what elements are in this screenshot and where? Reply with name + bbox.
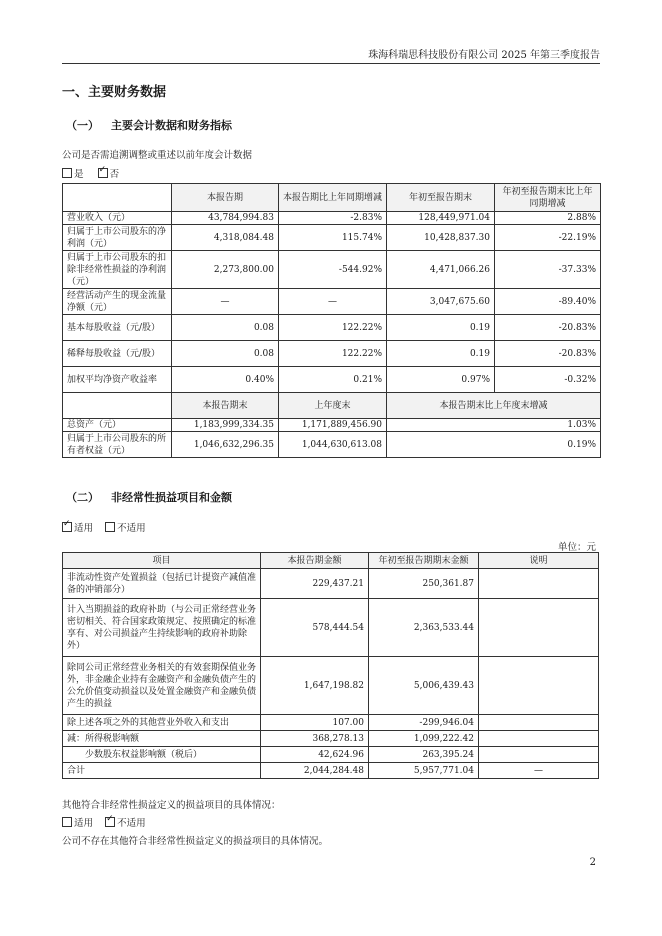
row-label: 营业收入（元） (63, 212, 172, 225)
non-recurring-items-table (62, 552, 599, 779)
subsection-title: 非经常性损益项目和金额 (111, 491, 232, 504)
cell-value: -20.83% (495, 315, 601, 341)
other-items-note: 其他符合非经常性损益定义的损益项目的具体情况： (62, 800, 281, 811)
header-cell: 本报告期 (172, 184, 279, 212)
cell-value: 43,784,994.83 (172, 212, 279, 225)
subsection-heading-1 (66, 117, 232, 133)
cell-value: -20.83% (495, 341, 601, 367)
table-row (63, 419, 601, 432)
table-row (63, 225, 601, 251)
cell-value: 5,957,771.04 (369, 763, 479, 779)
cell-value: 1,044,630,613.08 (279, 432, 387, 458)
cell-note (479, 715, 599, 731)
cell-value: 122.22% (279, 341, 387, 367)
table-row (63, 289, 601, 315)
applicable-options-2 (62, 815, 146, 829)
cell-value: 0.19 (387, 315, 495, 341)
option-applicable-label: 适用 (74, 818, 94, 829)
cell-value: 5,006,439.43 (369, 657, 479, 715)
option-not-applicable-label: 不适用 (117, 523, 146, 534)
restate-options (62, 166, 119, 180)
row-label: 总资产（元） (63, 419, 172, 432)
cell-note (479, 747, 599, 763)
cell-value: 115.74% (279, 225, 387, 251)
row-label: 计入当期损益的政府补助（与公司正常经营业务密切相关、符合国家政策规定、按照确定的标准享有、对公司损益产生持续影响的政府补助除外） (63, 599, 261, 657)
cell-value: -2.83% (279, 212, 387, 225)
header-cell: 项目 (63, 553, 261, 569)
table-subheader-row (63, 393, 601, 419)
table-row (63, 251, 601, 289)
cell-value: 4,471,066.26 (387, 251, 495, 289)
subsection-number: （一） (66, 119, 99, 132)
option-not-applicable-label: 不适用 (117, 818, 146, 829)
checkbox-applicable-icon (62, 817, 72, 827)
header-cell: 上年度末 (279, 393, 387, 419)
financial-data-table (62, 183, 601, 458)
cell-value: 1,647,198.82 (261, 657, 369, 715)
row-label: 合计 (63, 763, 261, 779)
subsection-heading-2 (66, 489, 232, 505)
cell-value: — (172, 289, 279, 315)
table-row (63, 657, 599, 715)
running-header: 珠海科瑞思科技股份有限公司 2025 年第三季度报告 (368, 50, 600, 61)
cell-value: 1,046,632,296.35 (172, 432, 279, 458)
cell-value: 2.88% (495, 212, 601, 225)
row-label: 少数股东权益影响额（税后） (63, 747, 261, 763)
cell-value: 229,437.21 (261, 569, 369, 599)
table-row (63, 432, 601, 458)
header-cell: 本报告期末 (172, 393, 279, 419)
table-row (63, 341, 601, 367)
header-cell: 年初至报告期期末金额 (369, 553, 479, 569)
cell-value: 0.08 (172, 341, 279, 367)
cell-value: 263,395.24 (369, 747, 479, 763)
cell-note (479, 569, 599, 599)
cell-note (479, 657, 599, 715)
restate-question: 公司是否需追溯调整或重述以前年度会计数据 (62, 150, 253, 161)
header-cell: 年初至报告期末比上年同期增减 (495, 184, 601, 212)
cell-value: 128,449,971.04 (387, 212, 495, 225)
table-total-row (63, 763, 599, 779)
cell-value: 4,318,084.48 (172, 225, 279, 251)
row-label: 除上述各项之外的其他营业外收入和支出 (63, 715, 261, 731)
cell-value: — (279, 289, 387, 315)
checkbox-yes-icon (62, 168, 72, 178)
row-label: 加权平均净资产收益率 (63, 367, 172, 393)
header-cell: 本报告期比上年同期增减 (279, 184, 387, 212)
header-cell: 本报告期末比上年度末增减 (387, 393, 601, 419)
cell-value: 2,363,533.44 (369, 599, 479, 657)
table-header-row (63, 184, 601, 212)
row-label: 归属于上市公司股东的净利润（元） (63, 225, 172, 251)
cell-value: 122.22% (279, 315, 387, 341)
cell-value: 2,273,800.00 (172, 251, 279, 289)
cell-value: 0.21% (279, 367, 387, 393)
cell-value: -0.32% (495, 367, 601, 393)
cell-value: 1,099,222.42 (369, 731, 479, 747)
checkbox-not-applicable-icon (105, 522, 115, 532)
cell-value: 42,624.96 (261, 747, 369, 763)
header-corner (63, 393, 172, 419)
table-row (63, 599, 599, 657)
table-row (63, 731, 599, 747)
cell-value: 0.97% (387, 367, 495, 393)
option-yes-label: 是 (74, 169, 84, 180)
row-label: 基本每股收益（元/股） (63, 315, 172, 341)
cell-value: -22.19% (495, 225, 601, 251)
cell-value: 0.08 (172, 315, 279, 341)
cell-value: -299,946.04 (369, 715, 479, 731)
header-corner (63, 184, 172, 212)
table-header-row (63, 553, 599, 569)
option-no-label: 否 (109, 169, 120, 180)
page-number: 2 (589, 857, 596, 868)
row-label: 归属于上市公司股东的所有者权益（元） (63, 432, 172, 458)
table-row (63, 212, 601, 225)
cell-value: 0.19% (387, 432, 601, 458)
cell-value: -544.92% (279, 251, 387, 289)
checkbox-not-applicable-checked-icon (105, 817, 115, 827)
cell-value: 107.00 (261, 715, 369, 731)
subsection-title: 主要会计数据和财务指标 (111, 119, 232, 132)
cell-value: 2,044,284.48 (261, 763, 369, 779)
section-title: 一、主要财务数据 (62, 85, 167, 100)
table-row (63, 569, 599, 599)
cell-value: 1.03% (387, 419, 601, 432)
cell-value: 578,444.54 (261, 599, 369, 657)
cell-note (479, 731, 599, 747)
row-label: 除同公司正常经营业务相关的有效套期保值业务外，非金融企业持有金融资产和金融负债产生的公允价值变动损益以及处置金融资产和金融负债产生的损益 (63, 657, 261, 715)
cell-value: 0.40% (172, 367, 279, 393)
header-cell: 本报告期金额 (261, 553, 369, 569)
cell-value: 1,183,999,334.35 (172, 419, 279, 432)
row-label: 归属于上市公司股东的扣除非经常性损益的净利润（元） (63, 251, 172, 289)
cell-value: 250,361.87 (369, 569, 479, 599)
row-label: 经营活动产生的现金流量净额（元） (63, 289, 172, 315)
cell-note (479, 599, 599, 657)
applicable-options-1 (62, 520, 146, 534)
cell-value: 0.19 (387, 341, 495, 367)
cell-note: — (479, 763, 599, 779)
header-cell: 年初至报告期末 (387, 184, 495, 212)
header-divider (62, 63, 600, 64)
cell-value: 3,047,675.60 (387, 289, 495, 315)
cell-value: 10,428,837.30 (387, 225, 495, 251)
unit-label: 单位：元 (557, 542, 596, 553)
header-cell: 说明 (479, 553, 599, 569)
row-label: 减：所得税影响额 (63, 731, 261, 747)
option-applicable-label: 适用 (74, 523, 94, 534)
row-label: 稀释每股收益（元/股） (63, 341, 172, 367)
table-row (63, 367, 601, 393)
cell-value: 368,278.13 (261, 731, 369, 747)
table-row (63, 315, 601, 341)
cell-value: -89.40% (495, 289, 601, 315)
final-statement: 公司不存在其他符合非经常性损益定义的损益项目的具体情况。 (62, 836, 329, 847)
cell-value: 1,171,889,456.90 (279, 419, 387, 432)
subsection-number: （二） (66, 491, 99, 504)
checkbox-applicable-checked-icon (62, 522, 72, 532)
checkbox-no-checked-icon (98, 168, 108, 178)
row-label: 非流动性资产处置损益（包括已计提资产减值准备的冲销部分） (63, 569, 261, 599)
cell-value: -37.33% (495, 251, 601, 289)
table-row (63, 747, 599, 763)
table-row (63, 715, 599, 731)
